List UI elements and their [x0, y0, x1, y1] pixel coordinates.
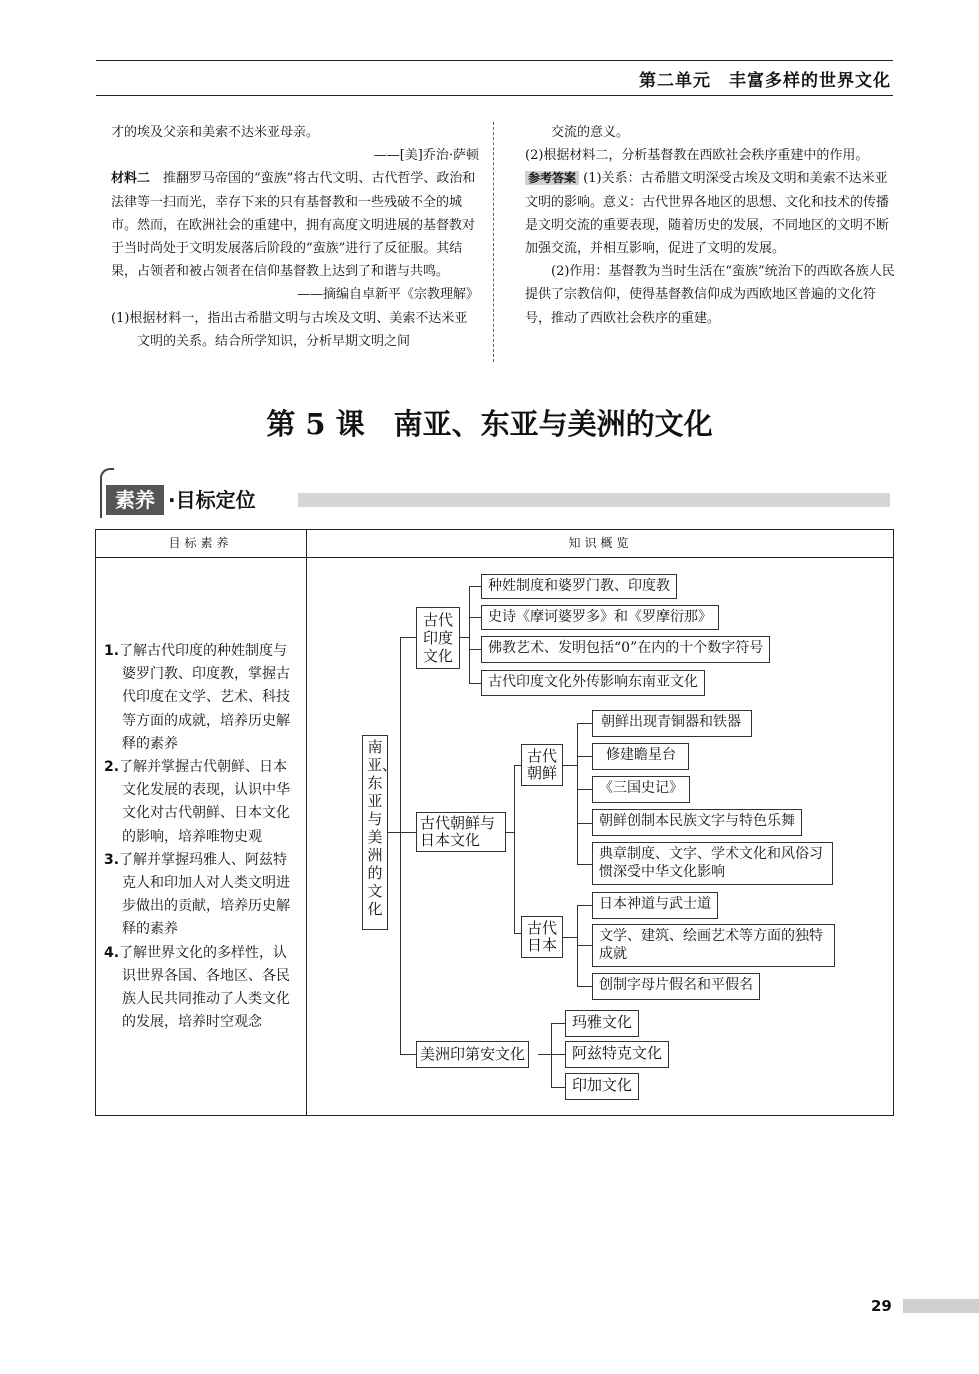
map-line: [577, 905, 592, 906]
goals-list: [104, 640, 300, 1034]
map-line: [460, 637, 469, 638]
map-india-item: 古代印度文化外传影响东南亚文化: [481, 670, 705, 696]
map-line: [469, 586, 470, 683]
map-line: [563, 937, 577, 938]
map-japan-item: 文学、建筑、绘画艺术等方面的独特成就: [592, 924, 835, 967]
map-line: [469, 586, 481, 587]
material2: [111, 167, 479, 283]
left-column: [111, 121, 479, 353]
table-header-overview: 知识概览: [306, 529, 894, 558]
map-line: [551, 1023, 565, 1024]
answer-1-text: (1)关系：古希腊文明深受古埃及文明和美索不达米亚文明的影响。意义：古代世界各地区的思想、文化和技术的传播是文明交流的重要表现，随着历史的发展，不同地区的文明不断加强交流，并相互影响，促进了文明的发展。: [525, 171, 890, 257]
map-line: [400, 832, 416, 833]
map-line: [577, 864, 592, 865]
map-india: 古代印度文化: [416, 607, 460, 669]
goal-item: 1.了解古代印度的种姓制度与婆罗门教、印度教，掌握古代印度在文学、艺术、科技等方面的成就，培养历史解释的素养: [104, 643, 290, 752]
section-bar: [298, 493, 890, 507]
map-line: [388, 832, 400, 833]
map-root: 南亚、东亚与美洲的文化: [362, 735, 388, 930]
map-line: [506, 832, 514, 833]
map-line: [469, 649, 481, 650]
page-number: 29: [871, 1297, 892, 1315]
section-title: ·目标定位: [168, 488, 256, 512]
map-line: [577, 945, 592, 946]
map-line: [563, 765, 577, 766]
map-line: [400, 637, 401, 1054]
map-line: [514, 765, 515, 933]
map-korea-item: 《三国史记》: [592, 776, 690, 803]
map-japan: 古代日本: [521, 916, 563, 958]
map-america: 美洲印第安文化: [416, 1041, 529, 1068]
answer-1: [525, 167, 895, 260]
source-2: ——摘编自卓新平《宗教理解》: [296, 287, 479, 303]
unit-title: 第二单元 丰富多样的世界文化: [639, 71, 891, 91]
source-1: ——[美]乔治·萨顿: [373, 148, 479, 164]
right-column: [525, 121, 895, 330]
map-line: [577, 986, 592, 987]
question-1-cont: 交流的意义。: [551, 125, 630, 140]
map-korea-item: 典章制度、文字、学术文化和风俗习惯深受中华文化影响: [592, 842, 833, 885]
map-india-item: 种姓制度和婆罗门教、印度教: [481, 574, 677, 599]
map-line: [551, 1087, 565, 1088]
goal-item: 2.了解并掌握古代朝鲜、日本文化发展的表现，认识中华文化对古代朝鲜、日本文化的影响，培养唯物史观: [104, 759, 290, 845]
map-line: [514, 765, 521, 766]
map-korea-japan: 古代朝鲜与日本文化: [416, 812, 506, 852]
map-line: [469, 617, 481, 618]
map-line: [469, 683, 481, 684]
answer-2: (2)作用：基督教为当时生活在“蛮族”统治下的西欧各族人民提供了宗教信仰，使得基督教信仰成为西欧地区普遍的文化符号，推动了西欧社会秩序的重建。: [525, 264, 895, 326]
map-line: [400, 637, 416, 638]
answer-label: 参考答案: [525, 171, 579, 185]
map-korea-item: 修建瞻星台: [592, 743, 689, 770]
map-line: [577, 823, 592, 824]
map-line: [577, 723, 592, 724]
column-divider: [493, 122, 494, 362]
map-line: [577, 723, 578, 864]
page-number-bar: [903, 1299, 979, 1313]
map-korea-item: 朝鲜出现青铜器和铁器: [592, 710, 752, 737]
map-line: [551, 1023, 552, 1087]
map-korea: 古代朝鲜: [521, 744, 563, 786]
map-america-item: 阿兹特克文化: [565, 1041, 669, 1068]
map-line: [400, 1054, 416, 1055]
map-japan-item: 日本神道与武士道: [592, 892, 718, 919]
map-line: [577, 756, 592, 757]
lesson-title: 第 5 课 南亚、东亚与美洲的文化: [266, 407, 713, 441]
material1-tail: 才的埃及父亲和美索不达米亚母亲。: [111, 125, 320, 140]
question-1: (1)根据材料一，指出古希腊文明与古埃及文明、美索不达米亚文明的关系。结合所学知识，分析早期文明之间: [111, 310, 468, 349]
goal-item: 4.了解世界文化的多样性，认识世界各国、各地区、各民族人民共同推动了人类文化的发展，培养时空观念: [104, 944, 290, 1031]
map-korea-item: 朝鲜创制本民族文字与特色乐舞: [592, 809, 802, 836]
table-header-goals: 目标素养: [95, 529, 306, 558]
material2-label: 材料二: [111, 171, 151, 187]
map-america-item: 印加文化: [565, 1073, 639, 1100]
map-japan-item: 创制字母片假名和平假名: [592, 973, 760, 1000]
map-line: [577, 789, 592, 790]
map-line: [514, 933, 521, 934]
header-rule-bottom: [96, 95, 893, 96]
question-2: (2)根据材料二，分析基督教在西欧社会秩序重建中的作用。: [525, 148, 869, 164]
material2-text: 推翻罗马帝国的“蛮族”将古代文明、古代哲学、政治和法律等一扫而光，幸存下来的只有基督教和一些残破不全的城市。然而，在欧洲社会的重建中，拥有高度文明进展的基督教对于当时尚处于文明发展落后阶段的“蛮族”进行了反征服。其结果，占领者和被占领者在信仰基督教上达到了和谐与共鸣。: [111, 171, 476, 280]
section-badge: 素养: [106, 485, 164, 515]
map-line: [551, 1054, 565, 1055]
map-india-item: 史诗《摩诃婆罗多》和《罗摩衍那》: [481, 605, 719, 630]
table-column-divider: [306, 557, 307, 1115]
map-line: [538, 1054, 551, 1055]
map-america-item: 玛雅文化: [565, 1010, 639, 1037]
header-rule-top: [96, 60, 893, 61]
map-india-item: 佛教艺术、发明包括“0”在内的十个数字符号: [481, 636, 770, 663]
goal-item: 3.了解并掌握玛雅人、阿兹特克人和印加人对人类文明进步做出的贡献，培养历史解释的素养: [104, 851, 290, 938]
